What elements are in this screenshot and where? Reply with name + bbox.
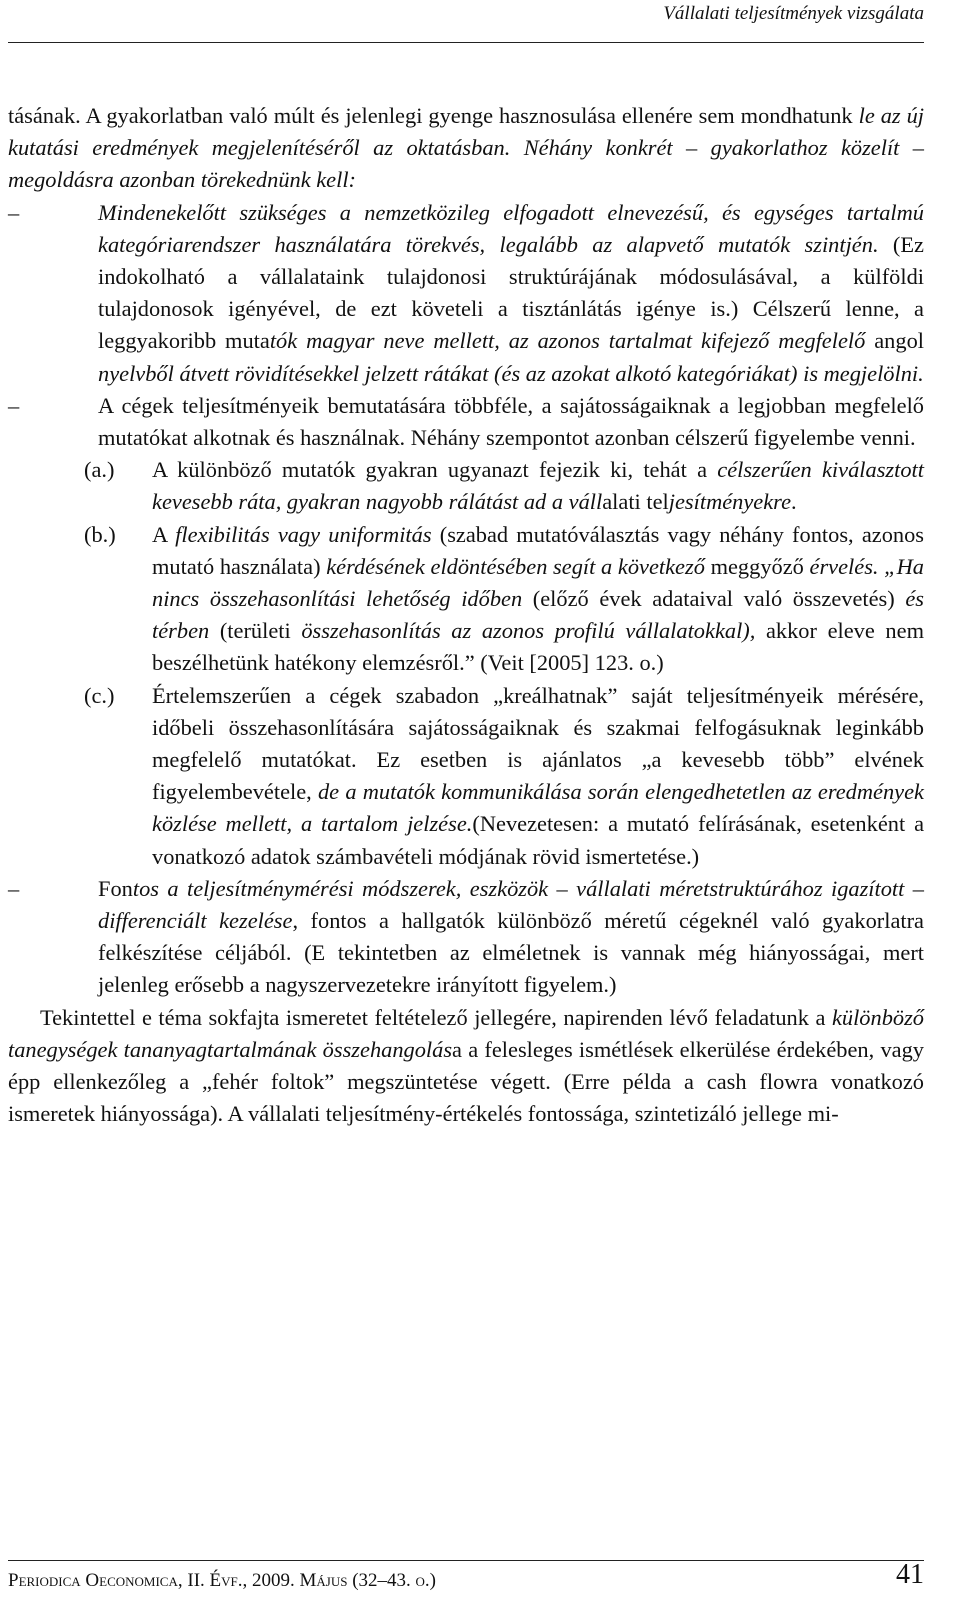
sub-item-marker: (a.) [84,457,115,483]
dash-bullet: – [8,199,20,225]
list-item-terminology: – Mindenekelőtt szükséges a nemzetközileg elfogadott elnevezésű, és egységes tartalmú kategóriarendszer használatára törekvés, legalább az alapvető mutatók szintjén. (Ez indokolható a vállalataink tulajdonosi struktúrájának módosulásával, a külföldi tulajdonosok igényével, de ezt követeli a tisztánlátás igénye is.) Célszerű lenne, a leggyakoribb mutatók magyar neve mellett, az azonos tartalmat kifejező megfelelő angol nyelvből átvett rövidítésekkel jelzett rátákat (és az azokat alkotó kategóriákat) is megjelölni. [8,197,924,390]
sub-item-marker: (c.) [84,682,115,708]
page-number: 41 [896,1559,924,1590]
sub-item-a: (a.) A különböző mutatók gyakran ugyanazt fejezik ki, tehát a célszerűen kiválasztott kevesebb ráta, gyakran nagyobb rálátást ad a vállalati teljesítményekre. [8,454,924,518]
header-rule [8,42,924,43]
list-item-size-differentiation: – Fontos a teljesítménymérési módszerek, eszközök – vállalati méretstruktúrához igazított – differenciált kezelése, fontos a hallgatók különböző méretű cégeknél való gyakorlatra felkészítése céljából. (E tekintetben az elméletnek is vannak még hiányosságai, mert jelenleg erősebb a nagyszervezetekre irányított figyelem.) [8,873,924,1002]
body-text [8,100,924,1131]
journal-citation: Periodica Oeconomica, II. Évf., 2009. Május (32–43. o.) [8,1570,436,1591]
dash-bullet: – [8,875,20,901]
running-header: Vállalati teljesítmények vizsgálata [663,3,924,24]
paragraph-intro: tásának. A gyakorlatban való múlt és jelenlegi gyenge hasznosulása ellenére sem mondhatunk le az új kutatási eredmények megjelenítéséről az oktatásban. Néhány konkrét – gyakorlathoz közelít – megoldásra azonban törekednünk kell: [8,103,924,193]
paragraph-closing: Tekintettel e téma sokfajta ismeretet feltételező jellegére, napirenden lévő feladatunk a különböző tanegységek tananyagtartalmának összehangolása a felesleges ismétlések elkerülése érdekében, vagy épp ellenkezőleg a „fehér foltok” megszüntetése végett. (Erre példa a cash flowra vonatkozó ismeretek hiányossága). A vállalati teljesítmény-értékelés fontossága, szintetizáló jellege mi- [8,1004,924,1127]
list-item-company-indicators: – A cégek teljesítményeik bemutatására többféle, a sajátosságaiknak a legjobban megfelelő mutatókat alkotnak és használnak. Néhány szempontot azonban célszerű figyelembe venni. [8,390,924,454]
sub-item-b: (b.) A flexibilitás vagy uniformitás (szabad mutatóválasztás vagy néhány fontos, azonos mutató használata) kérdésének eldöntésében segít a következő meggyőző érvelés. „Ha nincs összehasonlítási lehetőség időben (előző évek adataival való összevetés) és térben (területi összehasonlítás az azonos profilú vállalatokkal), akkor eleve nem beszélhetünk hatékony elemzésről.” (Veit [2005] 123. o.) [8,519,924,680]
footer-rule [8,1560,924,1561]
sub-item-marker: (b.) [84,521,116,547]
sub-item-c: (c.) Értelemszerűen a cégek szabadon „kreálhatnak” saját teljesítményeik mérésére, időbeli összehasonlítására sajátosságaiknak és szakmai felfogásuknak leginkább megfelelő mutatókat. Ez esetben is ajánlatos „a kevesebb több” elvének figyelembevétele, de a mutatók kommunikálása során elengedhetetlen az eredmények közlése mellett, a tartalom jelzése.(Nevezetesen: a mutató felírásának, esetenként a vonatkozó adatok számbavételi módjának rövid ismertetése.) [8,680,924,873]
page-footer [8,1559,924,1594]
dash-bullet: – [8,392,20,418]
